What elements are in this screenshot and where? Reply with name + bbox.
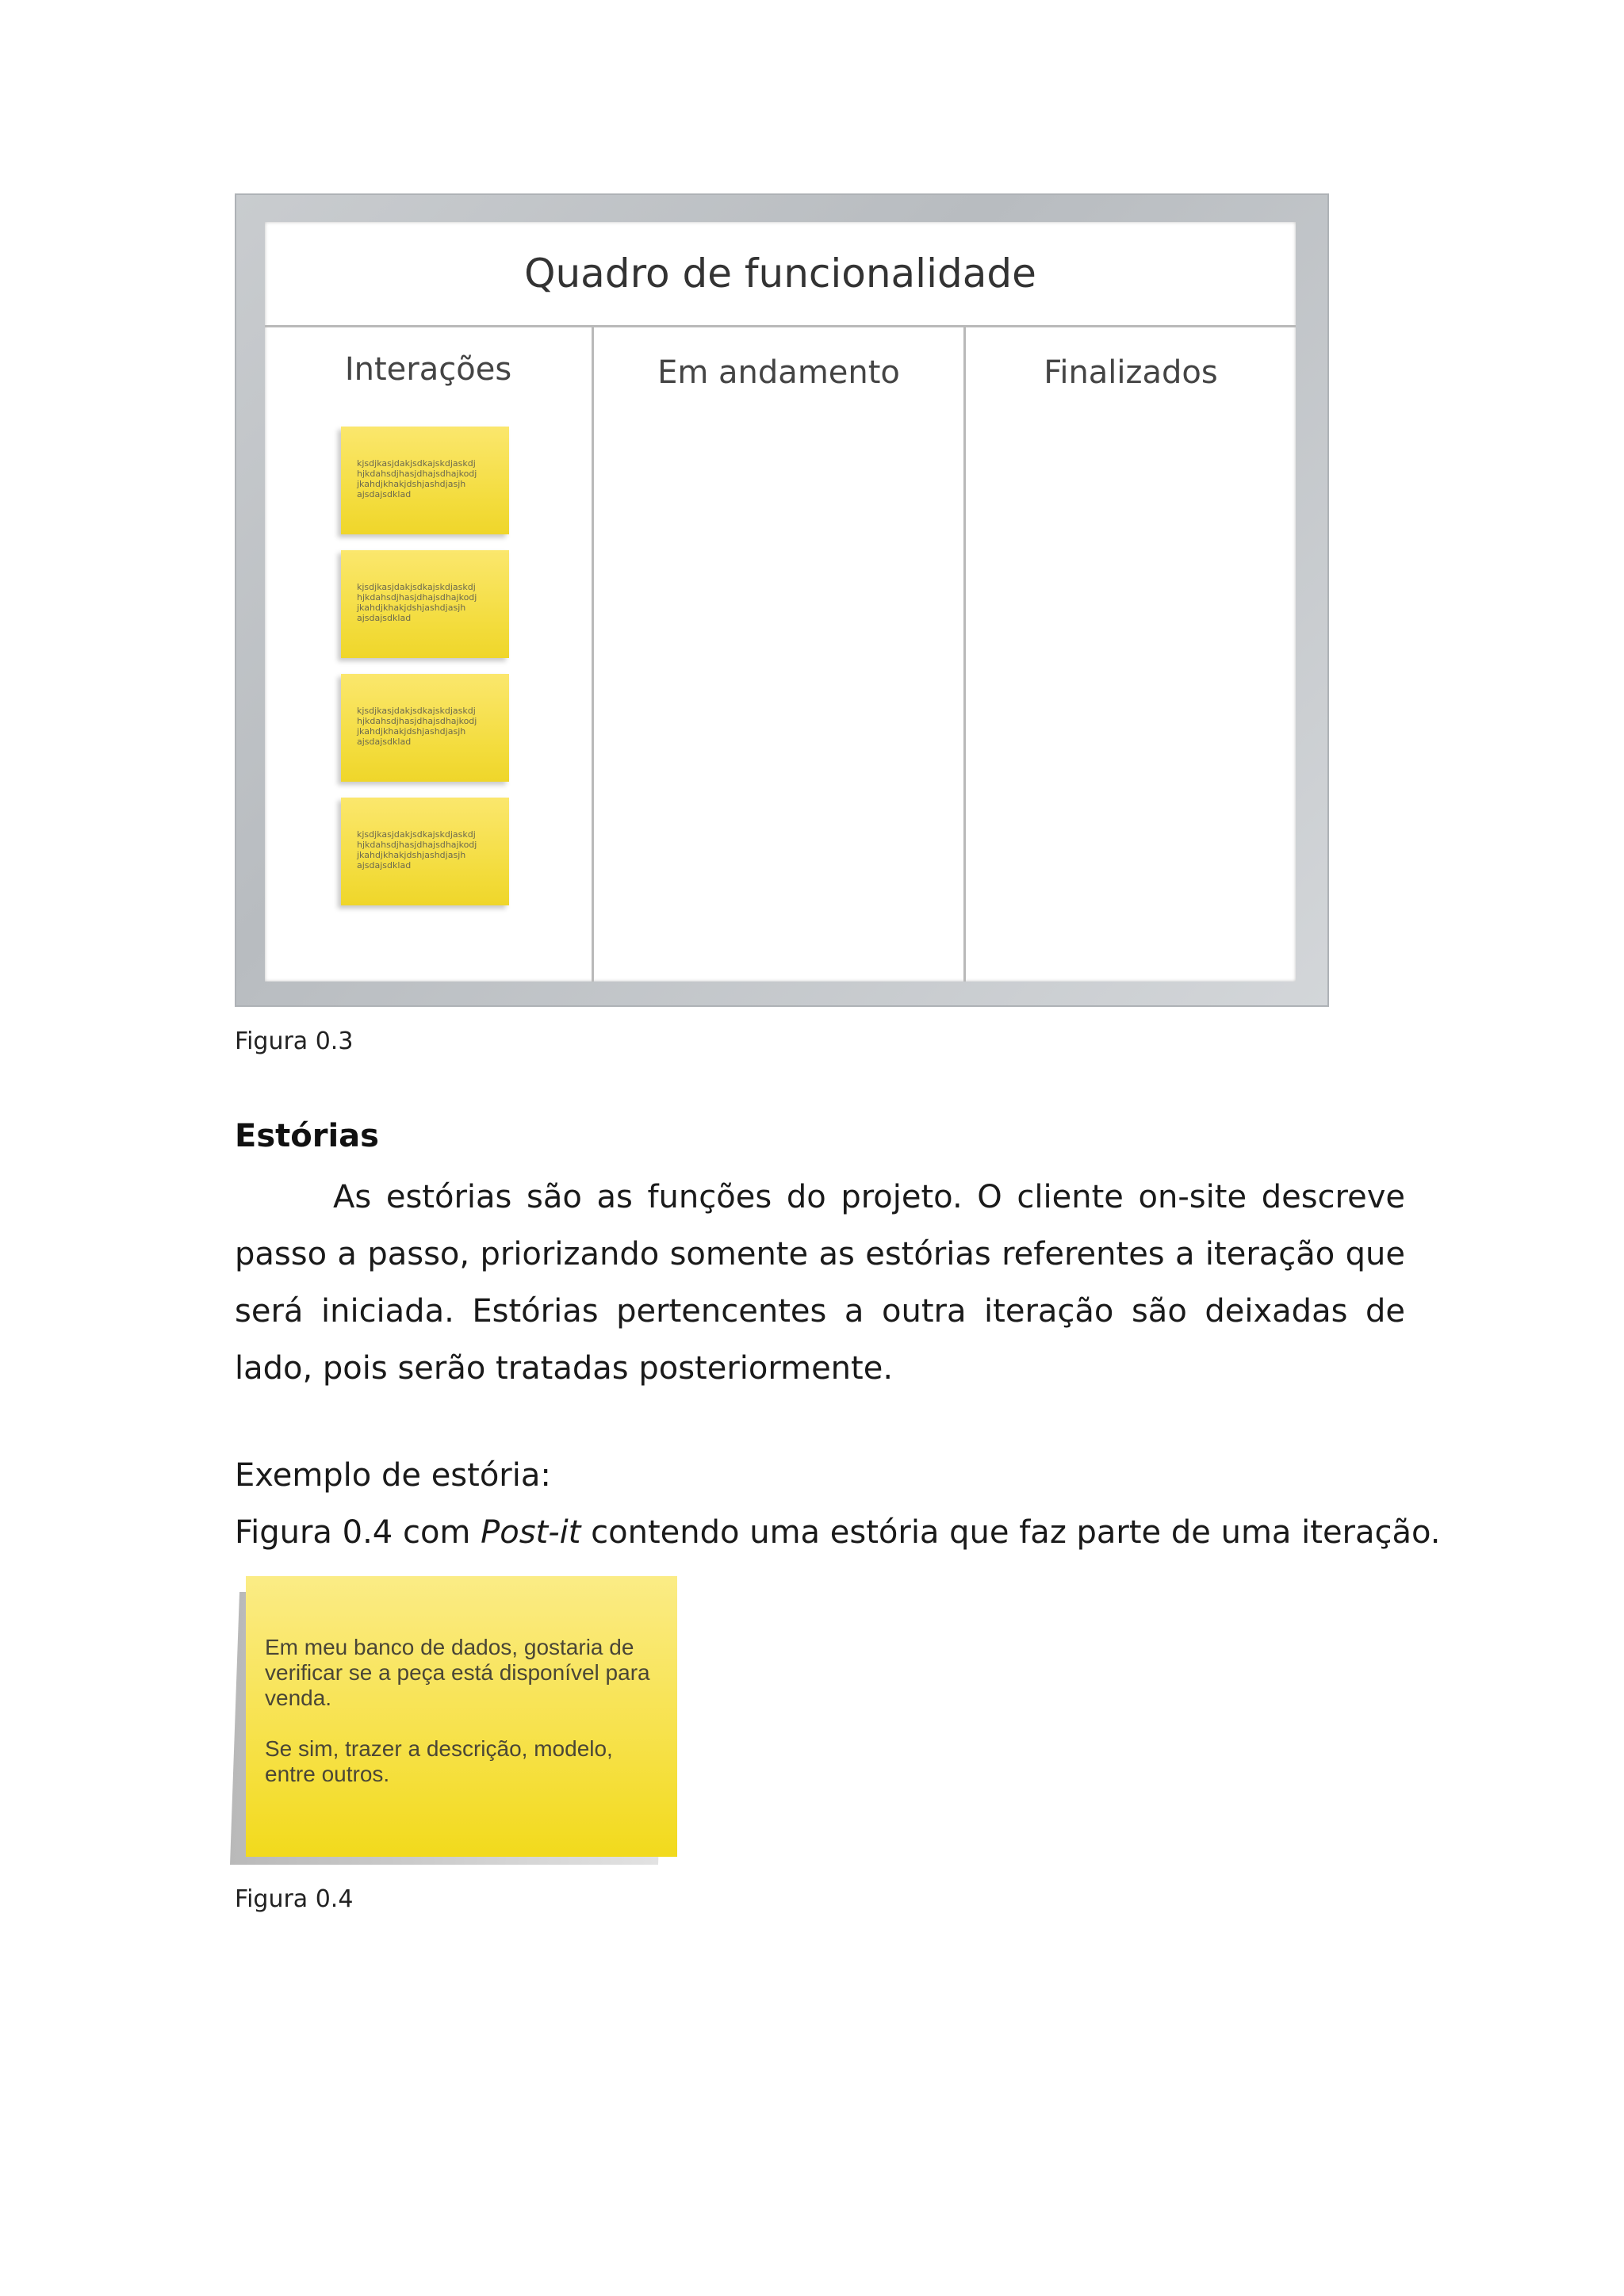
figure-caption: Figura 0.4 xyxy=(235,1885,354,1913)
whiteboard-figure xyxy=(235,193,1329,1007)
example-label: Exemplo de estória: xyxy=(235,1457,551,1494)
note-line: jkahdjkhakjdshjashdjasjh xyxy=(357,479,466,489)
sticky-note xyxy=(341,798,509,905)
sticky-note xyxy=(341,550,509,658)
body-paragraph: As estórias são as funções do projeto. O cliente on-site descreve passo a passo, priorizando somente as estórias referentes a iteração que será iniciada. Estórias pertencentes a outra iteração são deixadas de lado, pois serão tratadas posteriormente. xyxy=(235,1179,1405,1387)
note-line: ajsdajsdklad xyxy=(357,613,412,623)
section-title: Estórias xyxy=(235,1118,379,1154)
sticky-note xyxy=(341,674,509,782)
figure-intro-italic: Post-it xyxy=(481,1514,581,1551)
note-line: hjkdahsdjhasjdhajsdhajkodj xyxy=(357,840,477,850)
note-line: ajsdajsdklad xyxy=(357,860,412,871)
note-line: hjkdahsdjhasjdhajsdhajkodj xyxy=(357,469,477,479)
post-it-figure xyxy=(235,1576,679,1869)
note-line: kjsdjkasjdakjsdkajskdjaskdj xyxy=(357,582,476,592)
board-title: Quadro de funcionalidade xyxy=(265,222,1296,327)
note-line: ajsdajsdklad xyxy=(357,737,412,747)
note-line: jkahdjkhakjdshjashdjasjh xyxy=(357,603,466,613)
figure-intro-prefix: Figura 0.4 com xyxy=(235,1514,481,1551)
column-em-andamento xyxy=(594,327,966,982)
figure-caption: Figura 0.3 xyxy=(235,1027,354,1055)
column-heading: Em andamento xyxy=(657,354,900,391)
column-finalizados xyxy=(966,327,1296,982)
column-heading: Finalizados xyxy=(1044,354,1218,391)
column-interacoes xyxy=(265,327,594,982)
note-line: hjkdahsdjhasjdhajsdhajkodj xyxy=(357,716,477,726)
note-line: hjkdahsdjhasjdhajsdhajkodj xyxy=(357,592,477,603)
post-it-text: Em meu banco de dados, gostaria de verificar se a peça está disponível para venda. xyxy=(265,1635,650,1710)
note-line: ajsdajsdklad xyxy=(357,489,412,499)
note-line: jkahdjkhakjdshjashdjasjh xyxy=(357,850,466,860)
figure-intro-suffix: contendo uma estória que faz parte de uma iteração. xyxy=(580,1514,1441,1551)
note-line: kjsdjkasjdakjsdkajskdjaskdj xyxy=(357,458,476,469)
note-line: kjsdjkasjdakjsdkajskdjaskdj xyxy=(357,829,476,840)
post-it-text: Se sim, trazer a descrição, modelo, entre outros. xyxy=(265,1736,613,1786)
sticky-note xyxy=(341,427,509,534)
post-it-note xyxy=(246,1576,677,1857)
column-heading: Interações xyxy=(344,351,512,388)
whiteboard-surface xyxy=(265,222,1296,982)
figure-intro xyxy=(235,1514,1441,1551)
note-line: jkahdjkhakjdshjashdjasjh xyxy=(357,726,466,737)
note-line: kjsdjkasjdakjsdkajskdjaskdj xyxy=(357,706,476,716)
